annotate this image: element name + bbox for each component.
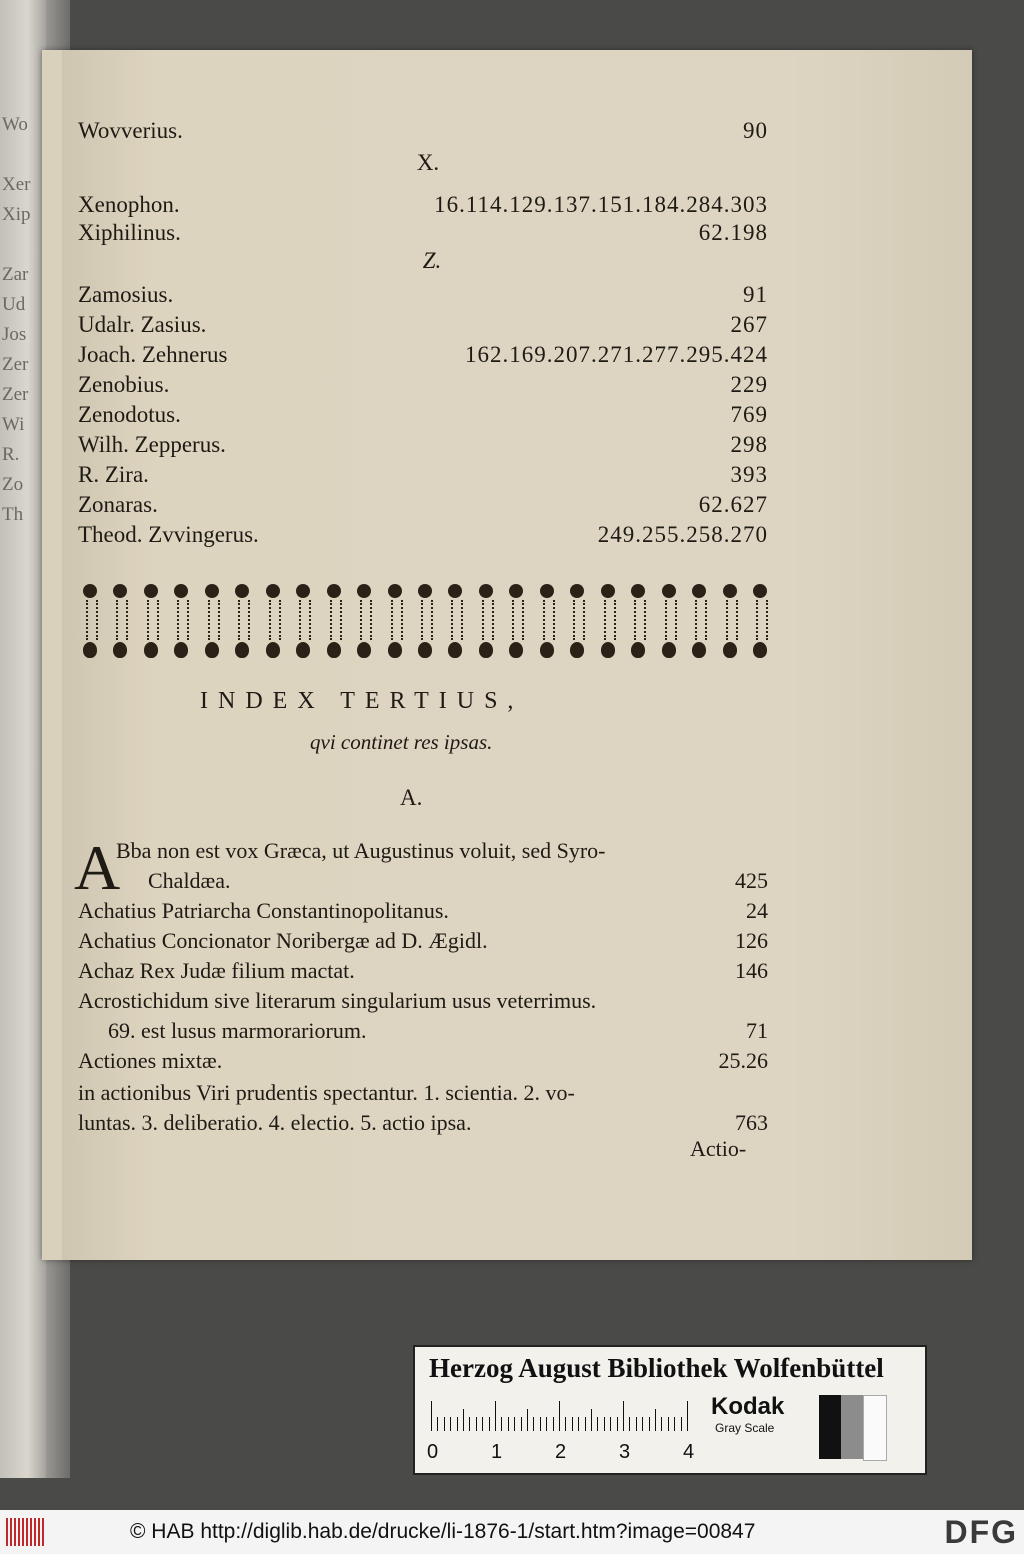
text-line <box>78 836 768 866</box>
adjacent-letter: Jos <box>2 324 27 345</box>
adjacent-letter: Xip <box>2 204 31 225</box>
entry-name: Zamosius. <box>78 282 174 307</box>
swatch-gray <box>841 1395 863 1459</box>
index-entry <box>78 280 768 310</box>
entry-name: Zonaras. <box>78 492 158 517</box>
ruler-tick <box>636 1417 637 1431</box>
ornament-icon <box>232 582 252 662</box>
ruler-tick <box>578 1417 579 1431</box>
text-line-page: 763 <box>735 1110 768 1135</box>
index-entry <box>78 520 768 550</box>
ruler-tick <box>655 1409 656 1431</box>
index-entry <box>78 190 768 220</box>
ruler-tick <box>623 1401 624 1431</box>
ruler-tick <box>431 1401 432 1431</box>
text-line-content: Achatius Patriarcha Constantinopolitanus. <box>78 898 449 923</box>
ruler-tick <box>585 1417 586 1431</box>
ruler-number: 2 <box>555 1441 567 1463</box>
ruler-tick <box>521 1417 522 1431</box>
entry-name: Zenobius. <box>78 372 170 397</box>
adjacent-letter: Zer <box>2 354 29 375</box>
entry-pages: 769 <box>730 402 768 427</box>
text-line-page: 71 <box>746 1018 768 1043</box>
ruler-tick <box>565 1417 566 1431</box>
ruler-tick <box>681 1417 682 1431</box>
ornament-icon <box>202 582 222 662</box>
index-entry <box>78 400 768 430</box>
ruler-tick <box>546 1417 547 1431</box>
entry-pages: 62.627 <box>698 492 768 517</box>
index-entry <box>78 218 768 248</box>
adjacent-letter <box>0 230 46 260</box>
adjacent-letter: Xer <box>2 174 31 195</box>
ruler-tick <box>597 1417 598 1431</box>
adjacent-letter: Th <box>2 504 24 525</box>
entry-name: Udalr. Zasius. <box>78 312 207 337</box>
barcode-icon <box>6 1518 46 1546</box>
text-line <box>78 1108 768 1138</box>
ornament-icon <box>293 582 313 662</box>
text-line-page: 425 <box>735 868 768 893</box>
ruler-tick <box>437 1417 438 1431</box>
ruler-tick <box>572 1417 573 1431</box>
ruler-tick <box>610 1417 611 1431</box>
ornament-icon <box>750 582 770 662</box>
text-line-page: 126 <box>735 928 768 953</box>
entry-name: Xenophon. <box>78 192 180 217</box>
adjacent-letter: Wo <box>2 114 28 135</box>
entry-name: Zenodotus. <box>78 402 181 427</box>
ornament-icon <box>80 582 100 662</box>
ruler-tick <box>444 1417 445 1431</box>
ornament-icon <box>171 582 191 662</box>
text-line <box>78 1046 768 1076</box>
ornament-icon <box>324 582 344 662</box>
ornament-icon <box>598 582 618 662</box>
dfg-logo: DFG <box>944 1514 1018 1550</box>
index-entry <box>78 116 768 146</box>
swatch-white <box>863 1395 887 1461</box>
ornament-icon <box>720 582 740 662</box>
ruler-scale <box>431 1401 699 1431</box>
index-entry <box>78 340 768 370</box>
ruler-tick <box>642 1417 643 1431</box>
text-line-page: 24 <box>746 898 768 923</box>
ruler-tick <box>463 1409 464 1431</box>
ornament-icon <box>506 582 526 662</box>
drop-capital: A <box>74 832 121 903</box>
ruler-tick <box>668 1417 669 1431</box>
text-line-content: Acrostichidum sive literarum singularium usus veterrimus. <box>78 988 597 1013</box>
ruler-tick <box>476 1417 477 1431</box>
text-line-content: Achatius Concionator Noribergæ ad D. Ægidl. <box>78 928 488 953</box>
ruler-tick <box>533 1417 534 1431</box>
entry-pages: 91 <box>743 282 768 307</box>
adjacent-letter: Zar <box>2 264 29 285</box>
ruler-tick <box>495 1401 496 1431</box>
text-line-content: in actionibus Viri prudentis spectantur. 1. scientia. 2. vo- <box>78 1080 575 1105</box>
index-subtitle: qvi continet res ipsas. <box>310 730 493 754</box>
ruler-tick <box>591 1409 592 1431</box>
letter-heading-x: X. <box>416 150 440 175</box>
ruler-number: 1 <box>491 1441 503 1463</box>
ornament-icon <box>415 582 435 662</box>
kodak-logo: Kodak <box>711 1393 785 1420</box>
ruler-tick <box>508 1417 509 1431</box>
text-line <box>78 1078 768 1108</box>
index-entry <box>78 430 768 460</box>
text-line-content: Actiones mixtæ. <box>78 1048 223 1073</box>
text-line <box>78 866 768 896</box>
ruler-tick <box>661 1417 662 1431</box>
ruler-tick <box>604 1417 605 1431</box>
index-entry <box>78 460 768 490</box>
index-entry <box>78 370 768 400</box>
ruler-number: 4 <box>683 1441 695 1463</box>
library-name: Herzog August Bibliothek Wolfenbüttel <box>429 1353 884 1383</box>
footer-bar <box>0 1510 1024 1554</box>
section-letter: A. <box>400 785 423 810</box>
text-line-page: 146 <box>735 958 768 983</box>
index-title: INDEX TERTIUS, <box>200 688 524 714</box>
entry-pages: 90 <box>743 118 768 143</box>
entry-name: Joach. Zehnerus <box>78 342 228 367</box>
text-line-content: luntas. 3. deliberatio. 4. electio. 5. actio ipsa. <box>78 1110 472 1135</box>
swatch-black <box>819 1395 841 1459</box>
text-line <box>78 926 768 956</box>
entry-pages: 267 <box>730 312 768 337</box>
ornament-icon <box>354 582 374 662</box>
entry-name: R. Zira. <box>78 462 149 487</box>
adjacent-letter: Wi <box>2 414 25 435</box>
catchword: Actio- <box>690 1136 747 1161</box>
text-line-content: Chaldæa. <box>148 868 231 893</box>
entry-pages: 229 <box>730 372 768 397</box>
entry-pages: 393 <box>730 462 768 487</box>
ornament-icon <box>263 582 283 662</box>
entry-pages: 62.198 <box>698 220 768 245</box>
ornament-icon <box>476 582 496 662</box>
entry-pages: 162.169.207.271.277.295.424 <box>465 342 768 367</box>
ruler-number: 3 <box>619 1441 631 1463</box>
text-line-content: Achaz Rex Judæ filium mactat. <box>78 958 355 983</box>
ornament-icon <box>445 582 465 662</box>
letter-heading-z: Z. <box>422 248 442 273</box>
adjacent-letter <box>0 140 46 170</box>
ruler-tick <box>674 1417 675 1431</box>
entry-pages: 249.255.258.270 <box>597 522 768 547</box>
ornament-icon <box>385 582 405 662</box>
text-line-content: 69. est lusus marmorariorum. <box>108 1018 367 1043</box>
text-line <box>78 956 768 986</box>
ornament-icon <box>141 582 161 662</box>
adjacent-letter: Zo <box>2 474 24 495</box>
ruler-tick <box>553 1417 554 1431</box>
ruler-tick <box>457 1417 458 1431</box>
ruler-tick <box>649 1417 650 1431</box>
ruler-tick <box>501 1417 502 1431</box>
entry-name: Wovverius. <box>78 118 183 143</box>
ornament-icon <box>689 582 709 662</box>
text-line <box>78 896 768 926</box>
adjacent-page-text <box>0 110 46 530</box>
ruler-tick <box>527 1409 528 1431</box>
text-line-content: Bba non est vox Græca, ut Augustinus voluit, sed Syro- <box>116 838 606 863</box>
ornament-icon <box>110 582 130 662</box>
ruler-tick <box>540 1417 541 1431</box>
text-line-page: 25.26 <box>718 1048 768 1073</box>
index-entry <box>78 310 768 340</box>
adjacent-letter: Ud <box>2 294 26 315</box>
index-entry <box>78 490 768 520</box>
ornament-icon <box>537 582 557 662</box>
library-label-card <box>413 1345 927 1475</box>
entry-pages: 16.114.129.137.151.184.284.303 <box>434 192 768 217</box>
text-line <box>78 986 768 1016</box>
entry-name: Theod. Zvvingerus. <box>78 522 259 547</box>
ruler-tick <box>489 1417 490 1431</box>
entry-name: Xiphilinus. <box>78 220 181 245</box>
ornament-icon <box>567 582 587 662</box>
ruler-number: 0 <box>427 1441 439 1463</box>
ornament-icon <box>659 582 679 662</box>
ruler-tick <box>450 1417 451 1431</box>
ruler-tick <box>469 1417 470 1431</box>
adjacent-letter: R. <box>2 444 20 465</box>
ruler-tick <box>629 1417 630 1431</box>
text-line <box>78 1016 768 1046</box>
ruler-tick <box>559 1401 560 1431</box>
ruler-tick <box>514 1417 515 1431</box>
entry-name: Wilh. Zepperus. <box>78 432 226 457</box>
footer-permalink[interactable]: © HAB http://diglib.hab.de/drucke/li-1876-1/start.htm?image=00847 <box>130 1520 756 1543</box>
ruler-tick <box>687 1401 688 1431</box>
ruler-tick <box>482 1417 483 1431</box>
ornament-border <box>80 582 770 662</box>
adjacent-letter: Zer <box>2 384 29 405</box>
ruler-tick <box>617 1417 618 1431</box>
ornament-icon <box>628 582 648 662</box>
entry-pages: 298 <box>730 432 768 457</box>
gray-scale-label: Gray Scale <box>715 1421 775 1435</box>
